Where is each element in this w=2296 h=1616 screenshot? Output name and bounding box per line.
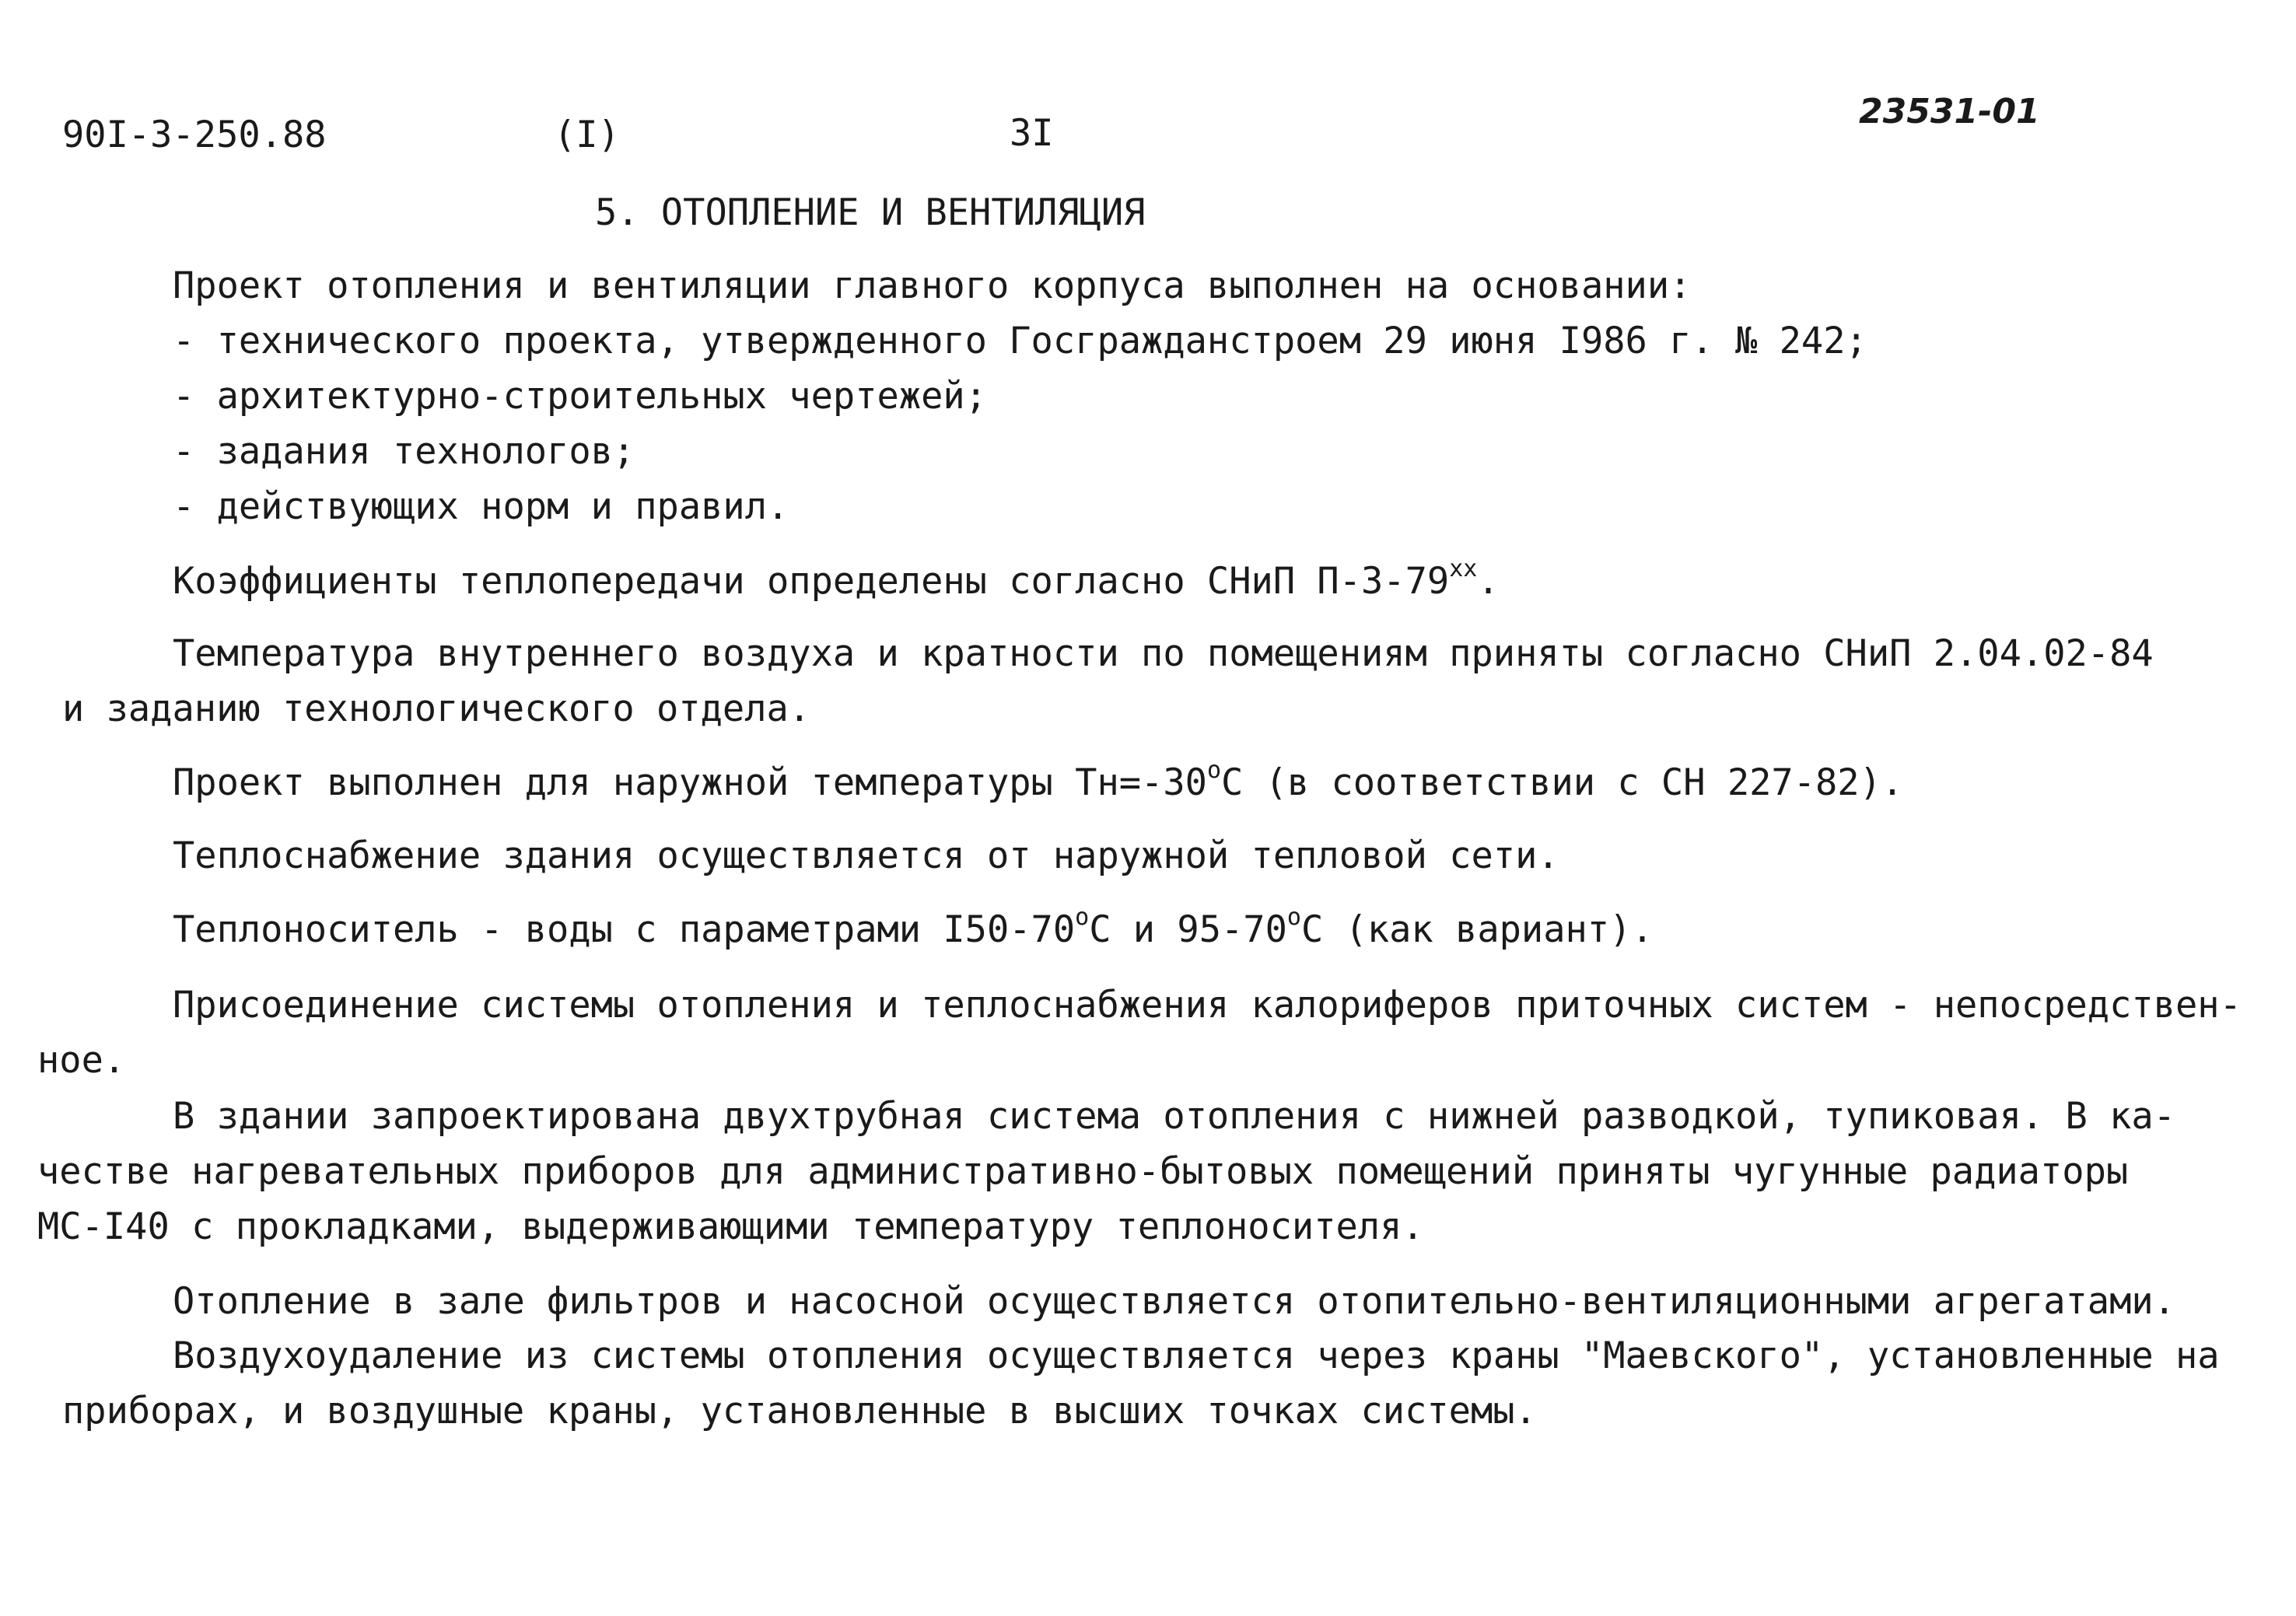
text-run: С и 95-70 xyxy=(1089,908,1287,951)
list-item: - архитектурно-строительных чертежей; xyxy=(173,375,987,418)
document-code: 90I-3-250.88 xyxy=(62,114,327,156)
paragraph-line: приборах, и воздушные краны, установленные в высших точках системы. xyxy=(62,1390,1537,1432)
paragraph-line: МС-I40 с прокладками, выдерживающими температуру теплоносителя. xyxy=(37,1205,1424,1248)
text-run: С (в соответствии с СН 227-82). xyxy=(1221,761,1904,804)
page-number: 3I xyxy=(1010,112,1054,155)
handwritten-stamp: 23531-01 xyxy=(1859,92,2040,131)
paragraph-line: Теплоснабжение здания осуществляется от наружной тепловой сети. xyxy=(173,834,1559,877)
paragraph-line: Температура внутреннего воздуха и кратности по помещениям приняты согласно СНиП 2.04.02-84 xyxy=(173,632,2154,675)
list-item: - действующих норм и правил. xyxy=(173,485,789,528)
text-run: С (как вариант). xyxy=(1300,908,1654,951)
paragraph-line: Воздухоудаление из системы отопления осуществляется через краны "Маевского", установленные на xyxy=(173,1334,2220,1377)
degree-sign: о xyxy=(1075,904,1090,931)
paragraph-line: ное. xyxy=(37,1039,126,1082)
paragraph-line: и заданию технологического отдела. xyxy=(62,687,811,730)
degree-sign: о xyxy=(1206,757,1221,784)
degree-sign: о xyxy=(1286,904,1301,931)
superscript: хх xyxy=(1449,555,1478,582)
volume-number: (I) xyxy=(554,114,620,156)
paragraph-line: Проект отопления и вентиляции главного корпуса выполнен на основании: xyxy=(173,264,1692,307)
list-item: - технического проекта, утвержденного Госгражданстроем 29 июня I986 г. № 242; xyxy=(173,320,1867,362)
paragraph-line: В здании запроектирована двухтрубная система отопления с нижней разводкой, тупиковая. В ка- xyxy=(173,1095,2175,1138)
paragraph-line xyxy=(173,555,1500,603)
paragraph-line: честве нагревательных приборов для административно-бытовых помещений приняты чугунные радиаторы xyxy=(37,1150,2129,1193)
text-run: Теплоноситель - воды с параметрами I50-70 xyxy=(173,908,1076,951)
paragraph-line xyxy=(173,904,1654,951)
paragraph-line: Отопление в зале фильтров и насосной осуществляется отопительно-вентиляционными агрегатами. xyxy=(173,1280,2175,1323)
text-run: . xyxy=(1477,560,1500,603)
text-run: Проект выполнен для наружной температуры Тн=-30 xyxy=(173,761,1207,804)
list-item: - задания технологов; xyxy=(173,430,635,473)
paragraph-line xyxy=(173,757,1904,804)
text-run: Коэффициенты теплопередачи определены согласно СНиП П-3-79 xyxy=(173,560,1450,603)
paragraph-line: Присоединение системы отопления и теплоснабжения калориферов приточных систем - непосредствен- xyxy=(173,984,2242,1027)
section-title: 5. ОТОПЛЕНИЕ И ВЕНТИЛЯЦИЯ xyxy=(595,191,1146,234)
